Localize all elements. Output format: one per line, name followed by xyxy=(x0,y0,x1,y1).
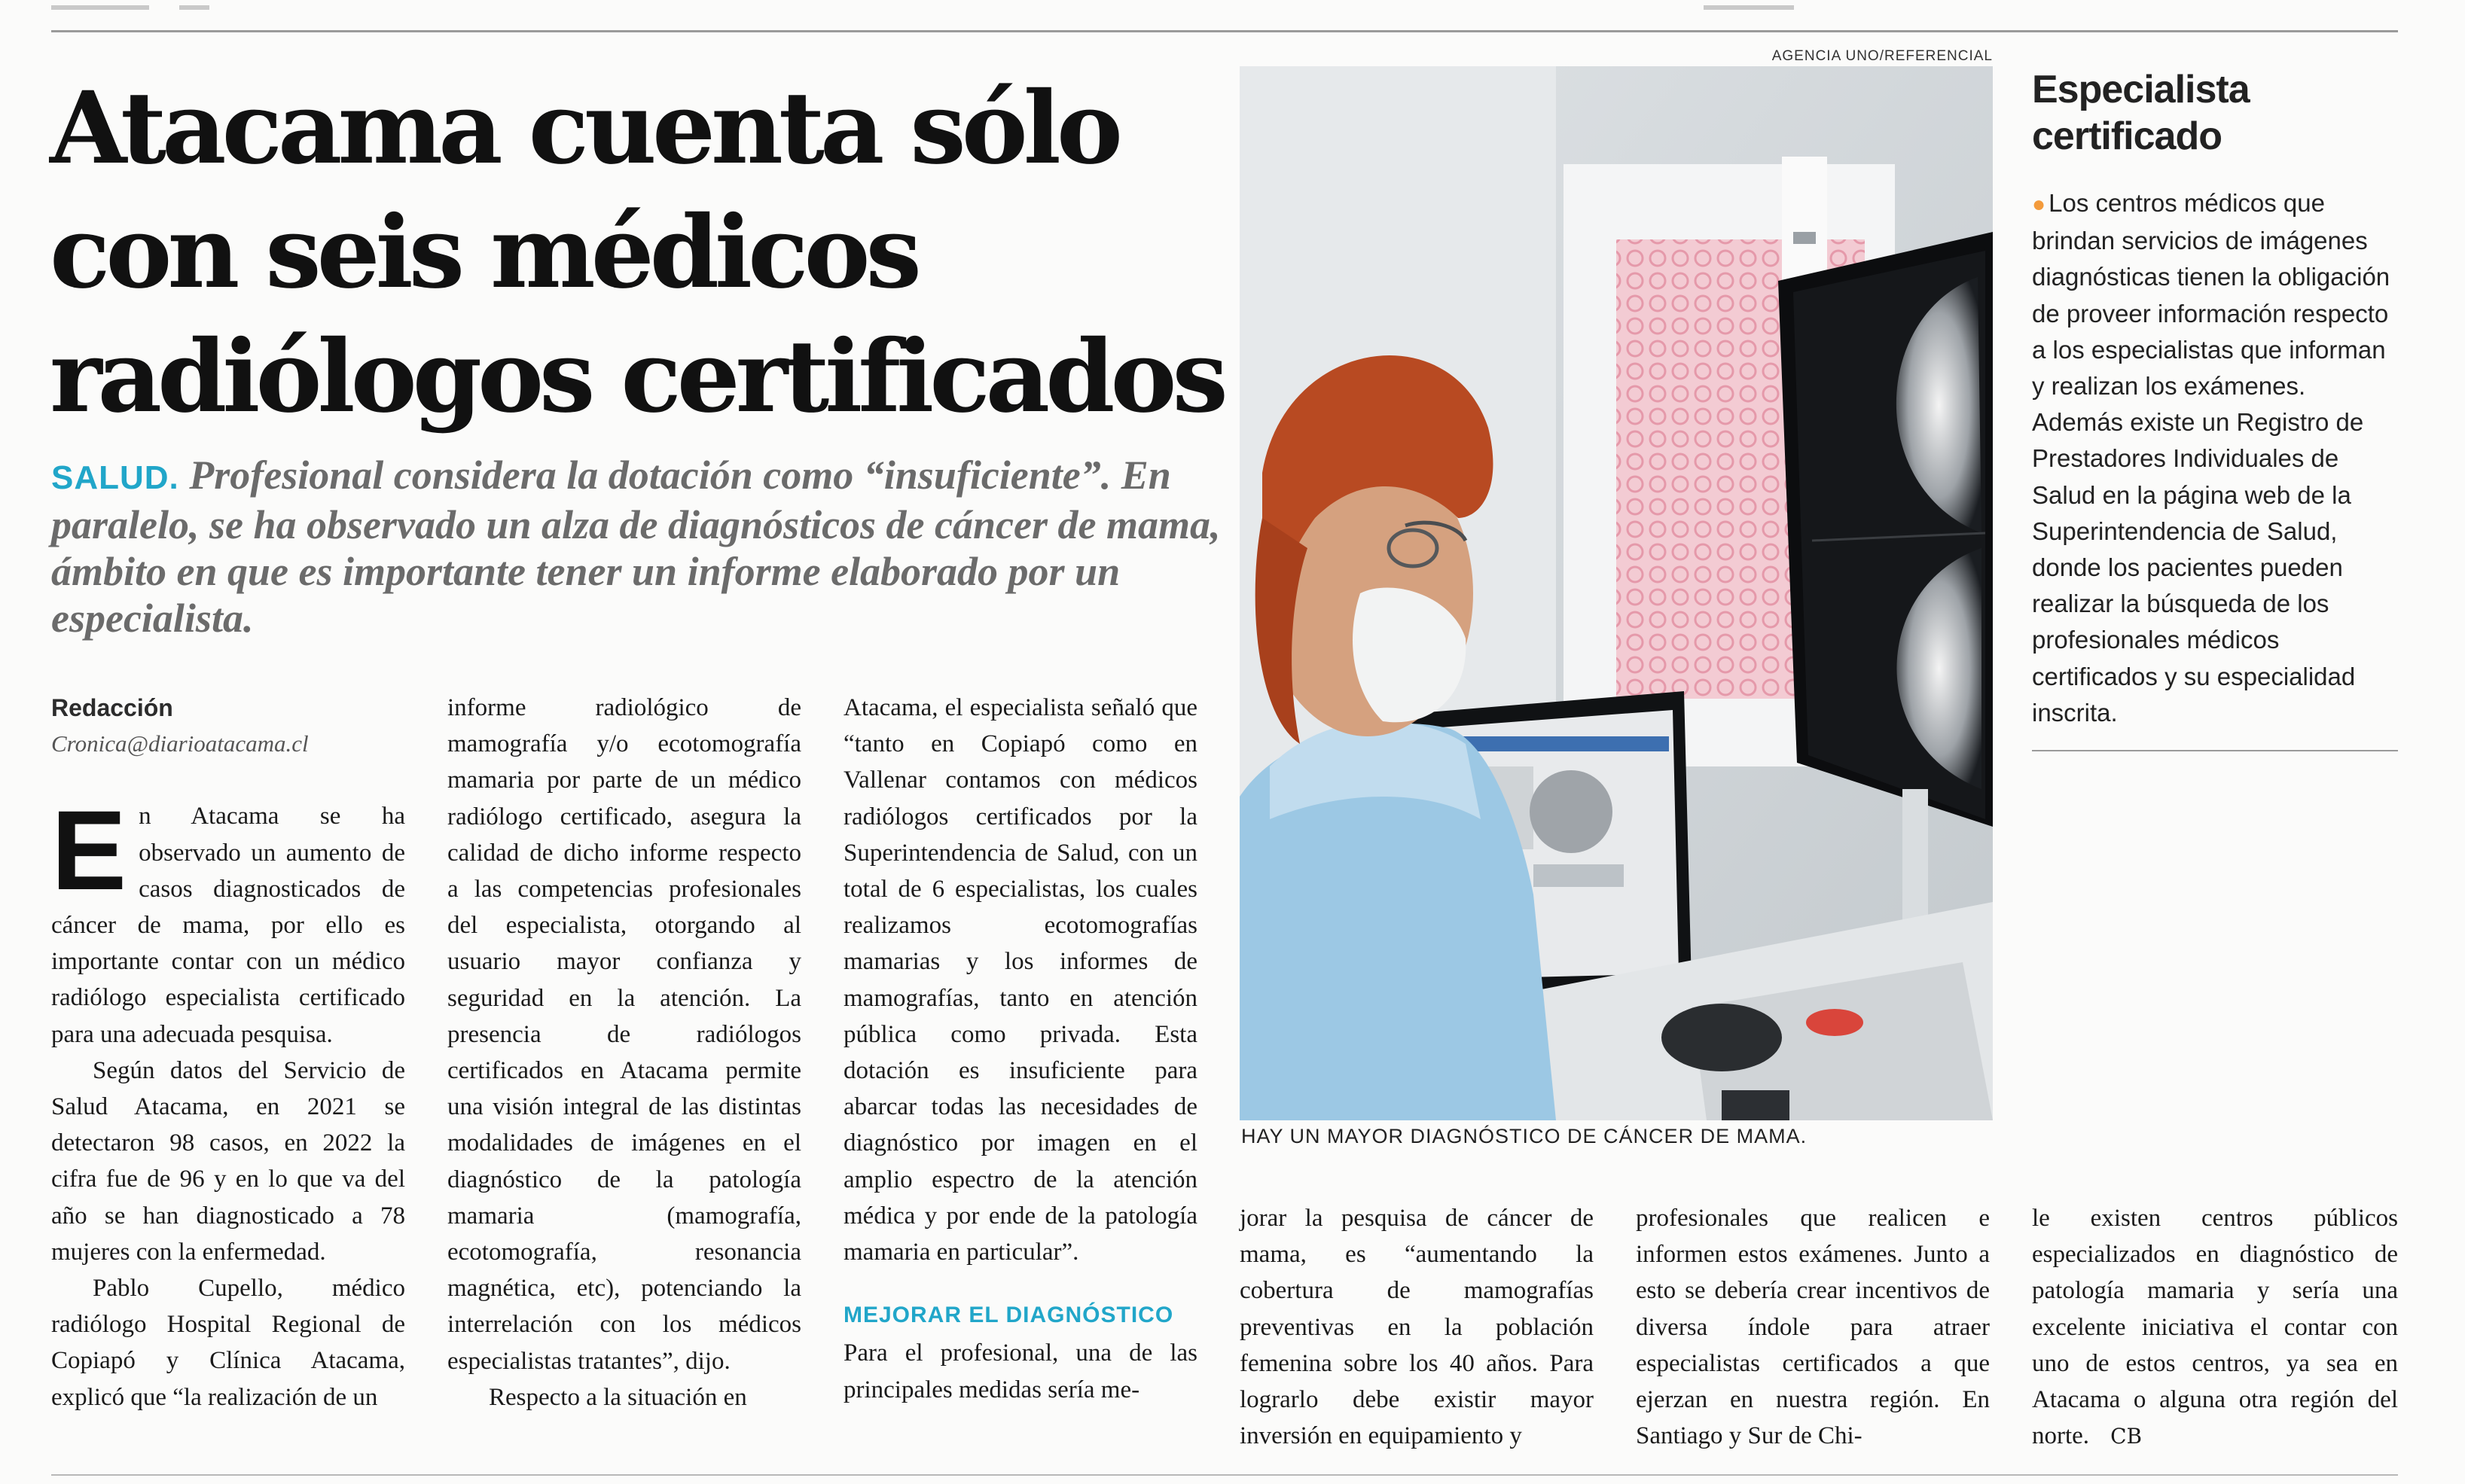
dropcap: E xyxy=(51,787,127,914)
photo-caption: HAY UN MAYOR DIAGNÓSTICO DE CÁNCER DE MAMA. xyxy=(1241,1125,1808,1147)
article-column-6 xyxy=(2032,1200,2398,1455)
article-paragraph-2: Según datos del Servicio de Salud Atacama, en 2021 se detectaron 98 casos, en 2022 la cifra fue de 96 y en lo que va del año se han diagnosticado a 78 mujeres con la enfermedad. xyxy=(51,1056,405,1266)
article-paragraph-5-continued-2: profesionales que realicen e informen estos exámenes. Junto a esto se debería crear incentivos de diversa índole para atraer especialistas certificados a que ejerzan en nuestra región. En Santiago y Sur de Chi- xyxy=(1636,1205,1990,1450)
top-rule xyxy=(51,30,2398,32)
article-column-1 xyxy=(51,690,405,1415)
mammogram-monitor xyxy=(1778,232,1993,827)
article-column-5 xyxy=(1636,1200,1990,1454)
article-paragraph-1: En Atacama se ha observado un aumento de casos diagnosticados de cáncer de mama, por ello es importante contar con un médico radiólogo especialista certificado para una adecuada pesquisa. xyxy=(51,787,405,1048)
article-paragraph-4: Respecto a la situación en xyxy=(489,1383,747,1411)
section-tag: SALUD. xyxy=(51,459,179,496)
sidebar-rule xyxy=(2032,750,2398,751)
article-column-4 xyxy=(1240,1200,1594,1454)
byline-author: Redacción xyxy=(51,694,173,721)
subheading: MEJORAR EL DIAGNÓSTICO xyxy=(844,1303,1174,1328)
headline: Atacama cuenta sólo con seis médicos radiólogos certificados xyxy=(50,70,1224,435)
article-paragraph-5-continued: jorar la pesquisa de cáncer de mama, es “aumentando la cobertura de mamografías preventivas en la población femenina sobre los 40 años. Para lograrlo debe existir mayor inversión en equipamiento y xyxy=(1240,1205,1594,1450)
article-column-2 xyxy=(447,690,801,1415)
sidebar-title: Especialista certificado xyxy=(2032,68,2250,158)
photo-mammography-radiologist xyxy=(1240,66,1993,1120)
bullet-dot-icon: ● xyxy=(2032,192,2046,217)
article-paragraph-3: Pablo Cupello, médico radiólogo Hospital Regional de Copiapó y Clínica Atacama, explicó que “la realización de un xyxy=(51,1275,405,1411)
deck-text: Profesional considera la dotación como “insuficiente”. En paralelo, se ha observado un alza de diagnósticos de cáncer de mama, ámbito en que es importante tener un informe elaborado por un especialista. xyxy=(51,453,1221,641)
end-mark-icon: CB xyxy=(2110,1424,2143,1449)
article-paragraph-5-end: le existen centros públicos especializados en diagnóstico de patología mamaria y sería una excelente iniciativa el contar con uno de estos centros, ya sea en Atacama o alguna otra región del norte. CB xyxy=(2032,1205,2398,1450)
article-paragraph-5: Para el profesional, una de las principales medidas sería me- xyxy=(844,1339,1197,1403)
byline-email[interactable]: Cronica@diarioatacama.cl xyxy=(51,730,309,757)
article-paragraph-3-continued: informe radiológico de mamografía y/o ecotomografía mamaria por parte de un médico radiólogo certificado, asegura la calidad de dicho informe respecto a las competencias profesionales del especialista, otorgando al usuario mayor confianza y seguridad en la atención. La presencia de radiólogos certificados en Atacama permite una visión integral de las distintas modalidades de imágenes en el diagnóstico de la patología mamaria (mamografía, ecotomografía, resonancia magnética, etc), potenciando la interrelación con los médicos especialistas tratantes”, dijo. xyxy=(447,694,801,1375)
sidebar-text: ● Los centros médicos que brindan servicios de imágenes diagnósticas tienen la obligación de proveer información respecto a los especialistas que informan y realizan los exámenes. Además existe un Registro de Prestadores Individuales de Salud en la página web de la Superintendencia de Salud, donde los pacientes pueden realizar la búsqueda de los profesionales médicos certificados y su especialidad inscrita. xyxy=(2032,189,2390,727)
photo-credit: AGENCIA UNO/REFERENCIAL xyxy=(1771,48,1993,64)
article-column-3 xyxy=(844,690,1197,1408)
article-paragraph-4-continued: Atacama, el especialista señaló que “tanto en Copiapó como en Vallenar contamos con médicos radiólogos certificados por la Superintendencia de Salud, con un total de 6 especialistas, los cuales realizamos ecotomografías mamarias y los informes de mamografías, tanto en atención pública como privada. Esta dotación es insuficiente para abarcar todas las necesidades de diagnóstico por imagen en el amplio espectro de la atención médica y por ende de la patología mamaria en particular”. xyxy=(844,694,1197,1266)
previous-page-strip xyxy=(51,0,2398,11)
deck xyxy=(51,452,1226,641)
bottom-rule xyxy=(51,1474,2398,1476)
